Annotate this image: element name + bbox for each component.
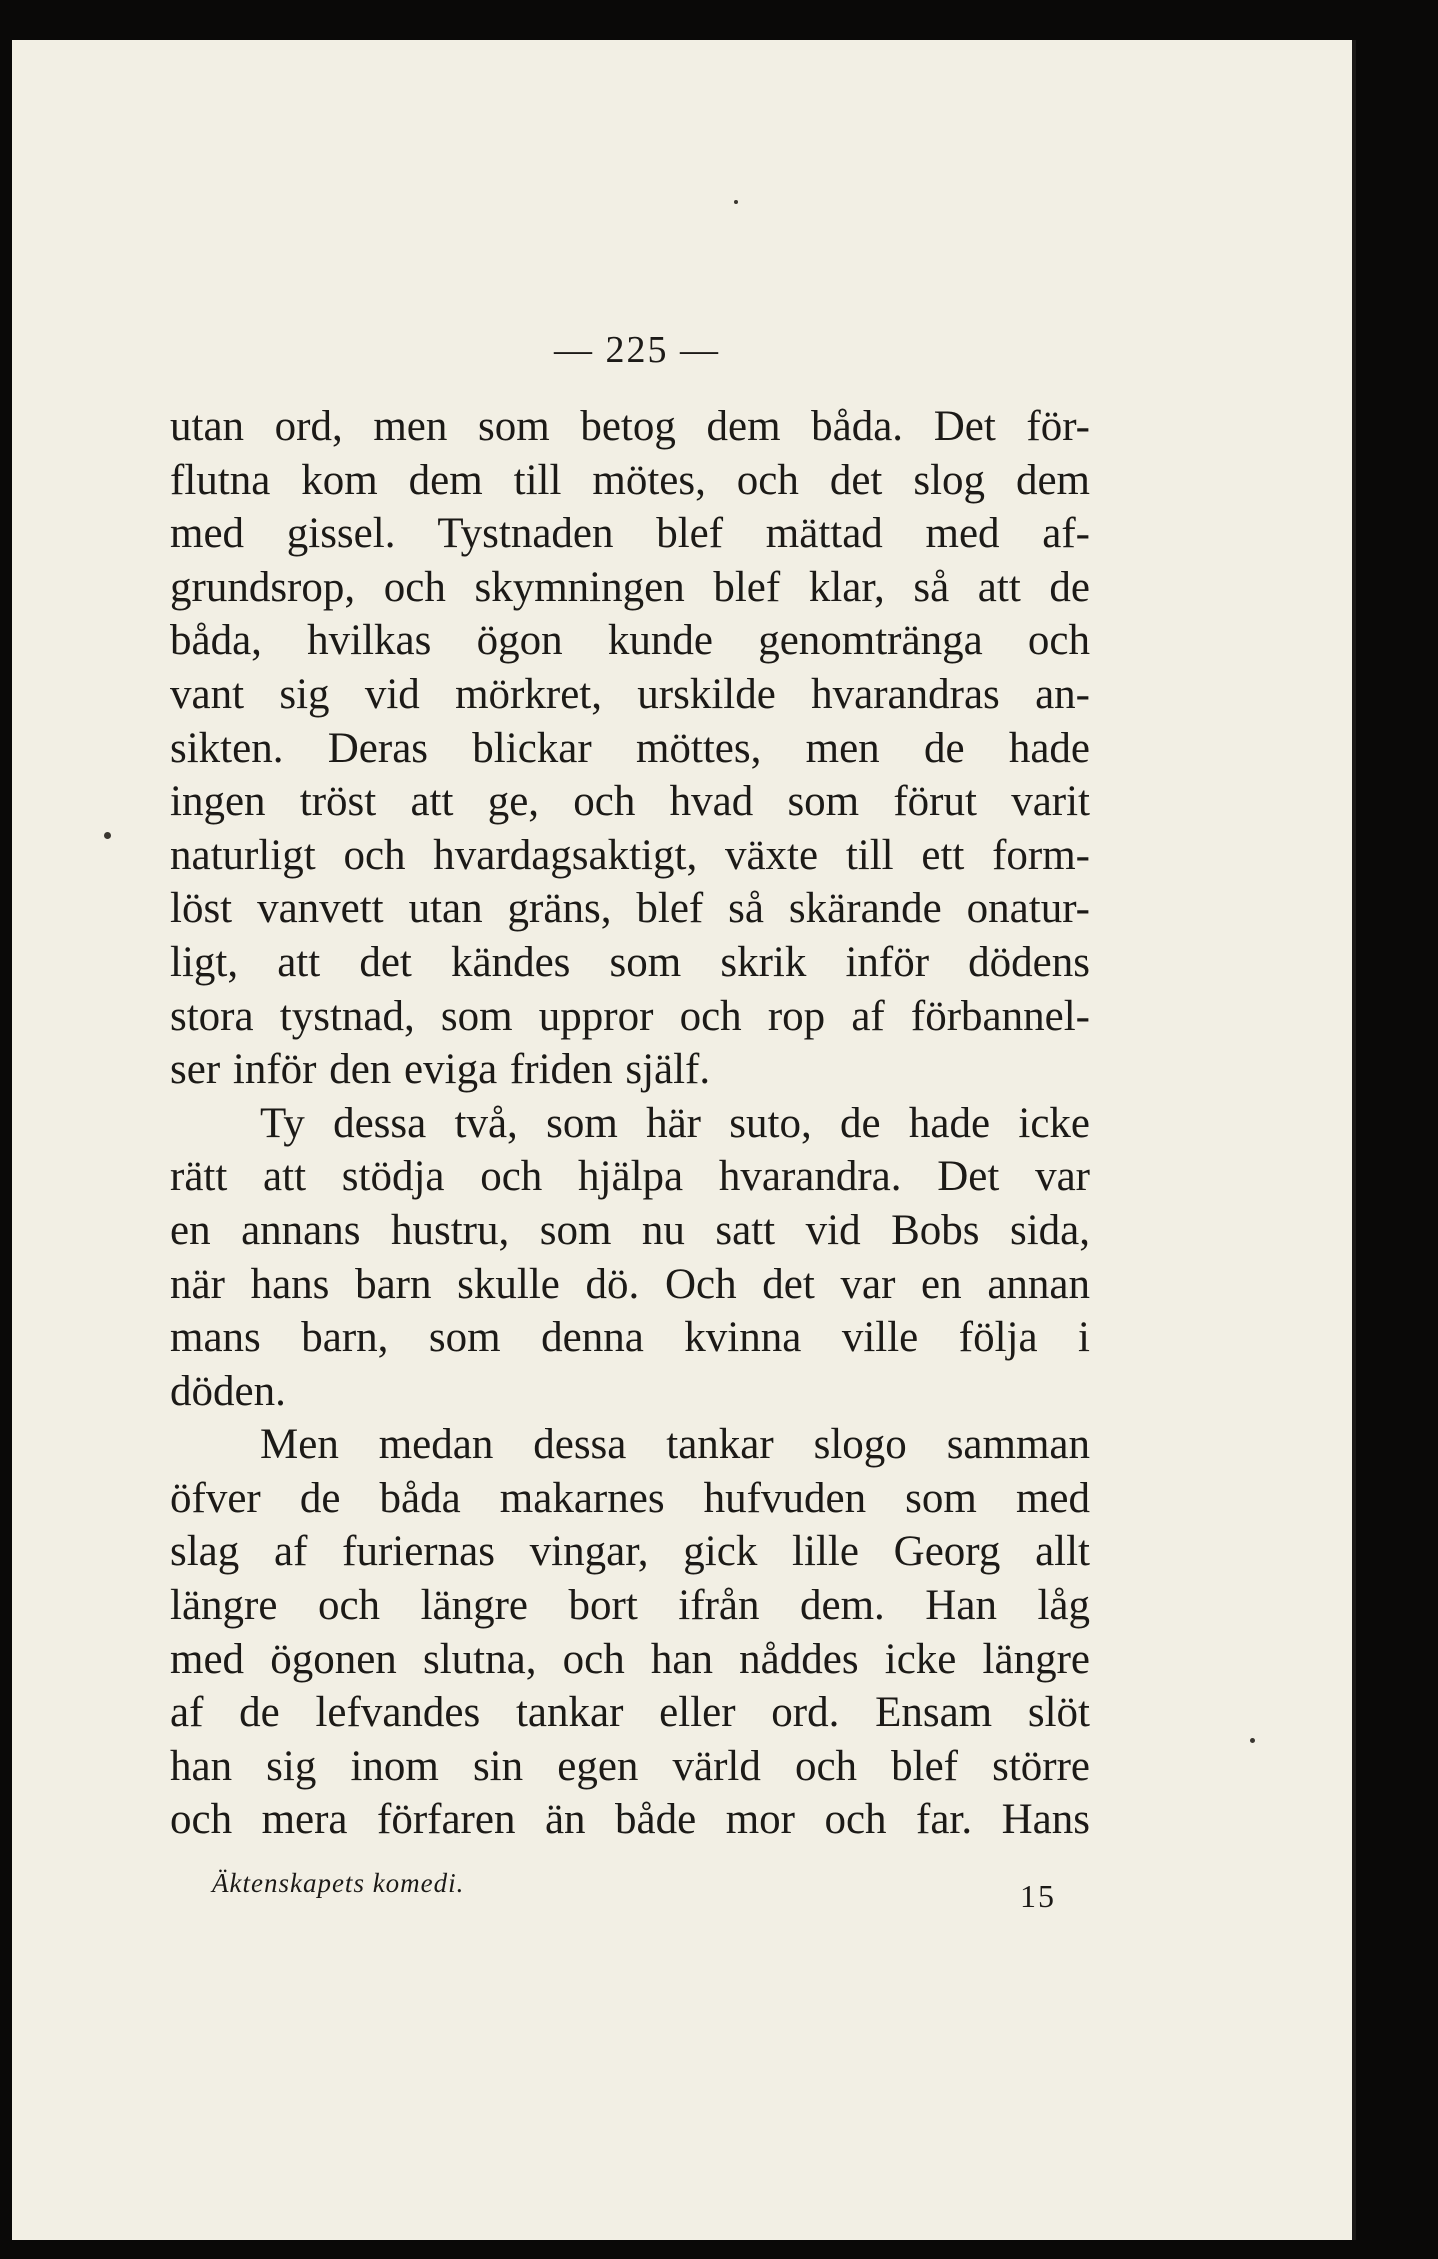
print-speck	[1250, 1738, 1255, 1743]
book-page	[12, 40, 1356, 2240]
text-line: slag af furiernas vingar, gick lille Georg allt	[170, 1528, 1090, 1576]
signature-mark: 15	[1020, 1878, 1056, 1914]
text-line: döden.	[170, 1367, 286, 1415]
book-title-footer: Äktenskapets komedi.	[212, 1868, 465, 1898]
text-line: en annans hustru, som nu satt vid Bobs sida,	[170, 1206, 1090, 1254]
text-line: längre och längre bort ifrån dem. Han låg	[170, 1582, 1090, 1630]
text-line: stora tystnad, som uppror och rop af förbannel-	[170, 992, 1090, 1040]
text-line: löst vanvett utan gräns, blef så skärande onatur-	[170, 885, 1090, 933]
text-line: flutna kom dem till mötes, och det slog dem	[170, 456, 1090, 504]
text-line: grundsrop, och skymningen blef klar, så att de	[170, 563, 1090, 611]
text-line: mans barn, som denna kvinna ville följa i	[170, 1314, 1090, 1362]
text-line: utan ord, men som betog dem båda. Det för-	[170, 403, 1090, 450]
text-line: vant sig vid mörkret, urskilde hvarandras an-	[170, 670, 1090, 718]
text-line: han sig inom sin egen värld och blef större	[170, 1742, 1090, 1790]
text-line: Men medan dessa tankar slogo samman	[260, 1421, 1090, 1469]
text-line: rätt att stödja och hjälpa hvarandra. Det var	[170, 1153, 1090, 1201]
text-line: naturligt och hvardagsaktigt, växte till ett form-	[170, 831, 1090, 879]
text-line: ingen tröst att ge, och hvad som förut varit	[170, 778, 1090, 826]
print-speck	[734, 200, 738, 204]
print-speck	[104, 832, 111, 839]
text-line: och mera förfaren än både mor och far. Hans	[170, 1796, 1090, 1844]
text-line: ser inför den eviga friden själf.	[170, 1046, 711, 1094]
text-line: båda, hvilkas ögon kunde genomtränga och	[170, 617, 1090, 665]
text-line: af de lefvandes tankar eller ord. Ensam slöt	[170, 1689, 1090, 1737]
text-line: med ögonen slutna, och han nåddes icke längre	[170, 1635, 1090, 1683]
body-text	[170, 400, 1090, 1847]
page-number: — 225 —	[554, 329, 720, 371]
text-line: sikten. Deras blickar möttes, men de hade	[170, 724, 1090, 772]
text-line: ligt, att det kändes som skrik inför dödens	[170, 938, 1090, 986]
text-line: när hans barn skulle dö. Och det var en annan	[170, 1260, 1090, 1308]
text-line: Ty dessa två, som här suto, de hade icke	[260, 1099, 1090, 1147]
text-line: öfver de båda makarnes hufvuden som med	[170, 1474, 1090, 1522]
text-line: med gissel. Tystnaden blef mättad med af-	[170, 510, 1090, 558]
